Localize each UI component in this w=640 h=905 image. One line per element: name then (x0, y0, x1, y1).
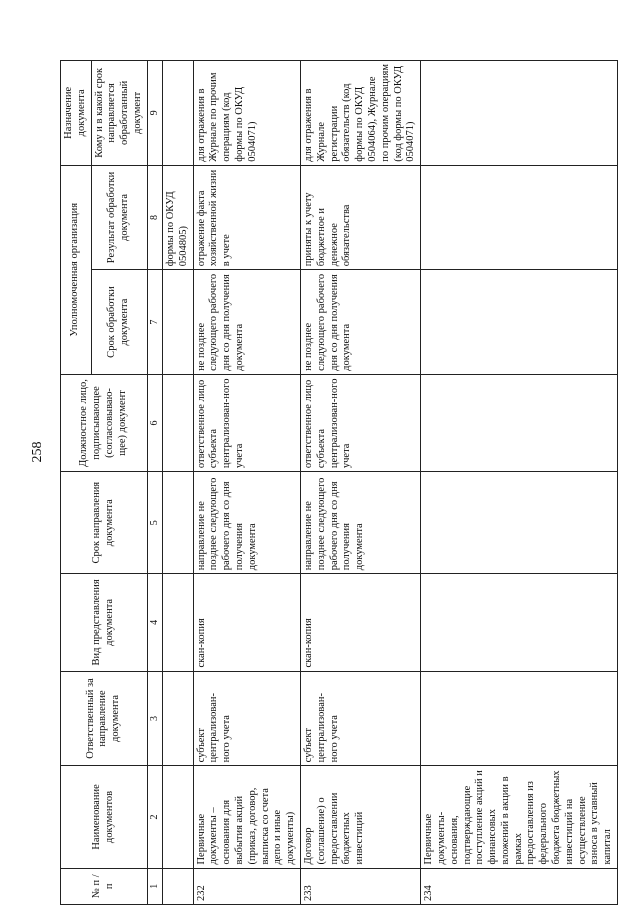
doc-name: Первичные документы – основания для выбытия акций (приказ, договор, выписка со счета депо и иные документы) (193, 766, 300, 868)
column-number: 6 (147, 374, 162, 471)
header-authorized-org: Уполномоченная организация (61, 165, 92, 374)
send-term (421, 472, 618, 574)
document-table (60, 60, 618, 905)
header-processing-result: Результат обработки документа (91, 165, 147, 270)
header-row-1 (61, 61, 92, 905)
recipient: для отражения в Журнале по прочим операциям (код формы по ОКУД 0504071) (193, 61, 300, 166)
column-number: 7 (147, 270, 162, 375)
processing-result (421, 165, 618, 270)
recipient (421, 61, 618, 166)
signer: ответственное лицо субъекта централизован-ного учета (193, 374, 300, 471)
table-row (300, 61, 420, 905)
page-number: 258 (30, 441, 45, 463)
column-number-row (147, 61, 162, 905)
processing-result: отражение факта хозяйственной жизни в учете (193, 165, 300, 270)
processing-term: не позднее следующего рабочего дня со дня получения документа (193, 270, 300, 375)
header-recipient: Кому и в какой срок направляется обработанный документ (91, 61, 147, 166)
header-signer: Должностное лицо, подписывающее (согласовываю-щее) документ (61, 374, 148, 471)
responsible: субъект централизован-ного учета (300, 671, 420, 766)
row-number: 234 (421, 868, 618, 904)
send-term: направление не позднее следующего рабочего дня со дня получения документа (193, 472, 300, 574)
header-destination: Назначение документа (61, 61, 92, 166)
column-number: 2 (147, 766, 162, 868)
processing-term (421, 270, 618, 375)
table-row (421, 61, 618, 905)
doc-name: Договор (соглашение) о предоставлении бюджетных инвестиций (300, 766, 420, 868)
row-number: 233 (300, 868, 420, 904)
table-row (193, 61, 300, 905)
continuation-text: формы по ОКУД 0504805) (162, 165, 193, 270)
responsible: субъект централизован-ного учета (193, 671, 300, 766)
continuation-row (162, 61, 193, 905)
column-number: 1 (147, 868, 162, 904)
row-number: 232 (193, 868, 300, 904)
send-term: направление не позднее следующего рабочего дня со дня получения документа (300, 472, 420, 574)
representation (421, 574, 618, 671)
header-doc-name: Наименование документов (61, 766, 148, 868)
header-number: № п / п (61, 868, 148, 904)
responsible (421, 671, 618, 766)
column-number: 3 (147, 671, 162, 766)
signer (421, 374, 618, 471)
recipient: для отражения в Журнале регистрации обязательств (код формы по ОКУД 0504064), Журнале по прочим операциям (код формы по ОКУД 0504071) (300, 61, 420, 166)
column-number: 8 (147, 165, 162, 270)
column-number: 5 (147, 472, 162, 574)
representation: скан-копия (300, 574, 420, 671)
column-number: 9 (147, 61, 162, 166)
signer: ответственное лицо субъекта централизован-ного учета (300, 374, 420, 471)
representation: скан-копия (193, 574, 300, 671)
doc-name: Первичные документы-основания, подтверждающие поступление акций и финансовых вложений в акции в рамках предоставления из федерального бюджета бюджетных инвестиций на осуществление взноса в уставный капитал (421, 766, 618, 868)
header-representation: Вид представления документа (61, 574, 148, 671)
rotated-table-wrapper (60, 60, 614, 905)
header-send-term: Срок направления документа (61, 472, 148, 574)
column-number: 4 (147, 574, 162, 671)
processing-result: приняты к учету бюджетное и денежное обязательства (300, 165, 420, 270)
header-processing-term: Срок обработки документа (91, 270, 147, 375)
processing-term: не позднее следующего рабочего дня со дня получения документа (300, 270, 420, 375)
header-responsible: Ответственный за направление документа (61, 671, 148, 766)
